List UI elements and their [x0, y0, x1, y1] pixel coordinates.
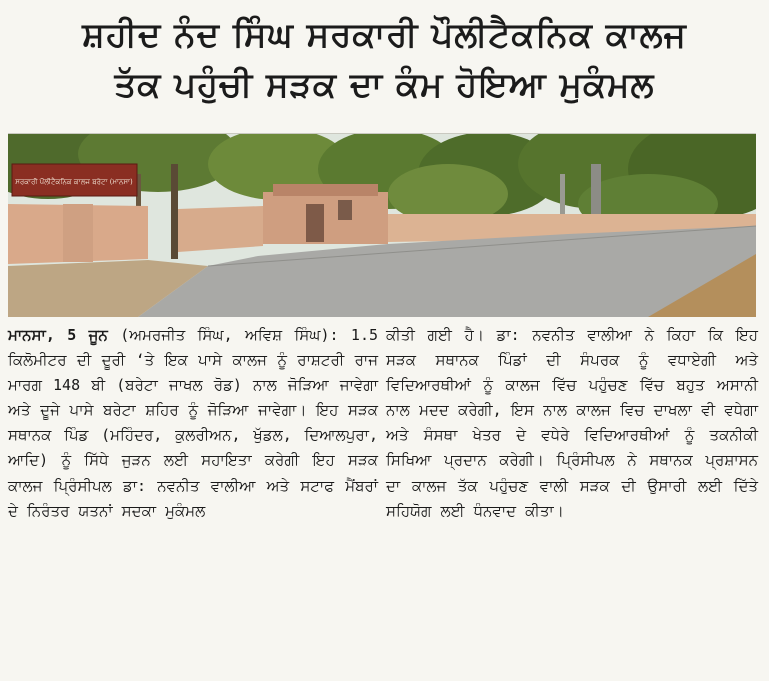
column-1-text: 1.5 ਕਿਲੋਮੀਟਰ ਦੀ ਦੂਰੀ ‘ਤੇ ਇਕ ਪਾਸੇ ਕਾਲਜ ਨੂੰ ਰਾਸ਼ਟਰੀ ਰਾਜ ਮਾਰਗ 148 ਬੀ (ਬਰੇਟਾ ਜਾਖਲ ਰੋਡ) ਨਾਲ ਜੋੜਿਆ ਜਾਵੇਗਾ ਅਤੇ ਦੂਜੇ ਪਾਸੇ ਬਰੇਟਾ ਸ਼ਹਿਰ ਨੂੰ ਜੋੜਿਆ ਜਾਵੇਗਾ। ਇਹ ਸੜਕ ਸਥਾਨਕ ਪਿੰਡ (ਮਹਿੰਦਰ, ਕੁਲਰੀਅਨ, ਖੁੱਡਲ, ਦਿਆਲਪੁਰਾ, ਆਦਿ) ਨੂੰ ਸਿੱਧੇ ਜੁੜਨ ਲਈ ਸਹਾਇਤਾ ਕਰੇਗੀ ਇਹ ਸੜਕ ਕਾਲਜ ਪ੍ਰਿੰਸੀਪਲ ਡਾ: ਨਵਨੀਤ ਵਾਲੀਆ ਅਤੇ ਸਟਾਫ ਮੈਂਬਰਾਂ ਦੇ ਨਿਰੰਤਰ ਯਤਨਾਂ ਸਦਕਾ ਮੁਕੰਮਲ — [8, 326, 379, 520]
headline-line-2: ਤੱਕ ਪਹੁੰਚੀ ਸੜਕ ਦਾ ਕੰਮ ਹੋਇਆ ਮੁਕੰਮਲ — [114, 65, 655, 105]
college-signboard — [12, 164, 137, 196]
news-photo — [8, 133, 756, 317]
headline-line-1: ਸ਼ਹੀਦ ਨੰਦ ਸਿੰਘ ਸਰਕਾਰੀ ਪੌਲੀਟੈਕਨਿਕ ਕਾਲਜ — [82, 15, 687, 55]
signboard-text: ਸਰਕਾਰੀ ਪੌਲੀਟੈਕਨਿਕ ਕਾਲਜ ਬਰੇਟਾ (ਮਾਨਸਾ) — [15, 178, 133, 186]
dateline: ਮਾਨਸਾ, 5 ਜੂਨ — [8, 326, 108, 344]
headline — [0, 10, 769, 110]
column-2-text: ਕੀਤੀ ਗਈ ਹੈ। ਡਾ: ਨਵਨੀਤ ਵਾਲੀਆ ਨੇ ਕਿਹਾ ਕਿ ਇਹ ਸੜਕ ਸਥਾਨਕ ਪਿੰਡਾਂ ਦੀ ਸੰਪਰਕ ਨੂੰ ਵਧਾਏਗੀ ਅਤੇ ਵਿਦਿਆਰਥੀਆਂ ਨੂੰ ਕਾਲਜ ਵਿੱਚ ਪਹੁੰਚਣ ਵਿੱਚ ਬਹੁਤ ਅਸਾਨੀ ਨਾਲ ਮਦਦ ਕਰੇਗੀ, ਇਸ ਨਾਲ ਕਾਲਜ ਵਿਚ ਦਾਖਲਾ ਵੀ ਵਧੇਗਾ ਅਤੇ ਸੰਸਥਾ ਖੇਤਰ ਦੇ ਵਧੇਰੇ ਵਿਦਿਆਰਥੀਆਂ ਨੂੰ ਤਕਨੀਕੀ ਸਿਖਿਆ ਪ੍ਰਦਾਨ ਕਰੇਗੀ। ਪ੍ਰਿੰਸੀਪਲ ਨੇ ਸਥਾਨਕ ਪ੍ਰਸ਼ਾਸਨ ਦਾ ਕਾਲਜ ਤੱਕ ਪਹੁੰਚਣ ਵਾਲੀ ਸੜਕ ਦੀ ਉਸਾਰੀ ਲਈ ਦਿੱਤੇ ਸਹਿਯੋਗ ਲਈ ਧੰਨਵਾਦ ਕੀਤਾ। — [386, 326, 758, 520]
byline: (ਅਮਰਜੀਤ ਸਿੰਘ, ਅਵਿਸ਼ ਸਿੰਘ): — [120, 326, 339, 344]
article-body — [8, 323, 760, 677]
article-column-1 — [8, 323, 378, 524]
article-column-2 — [386, 323, 758, 524]
